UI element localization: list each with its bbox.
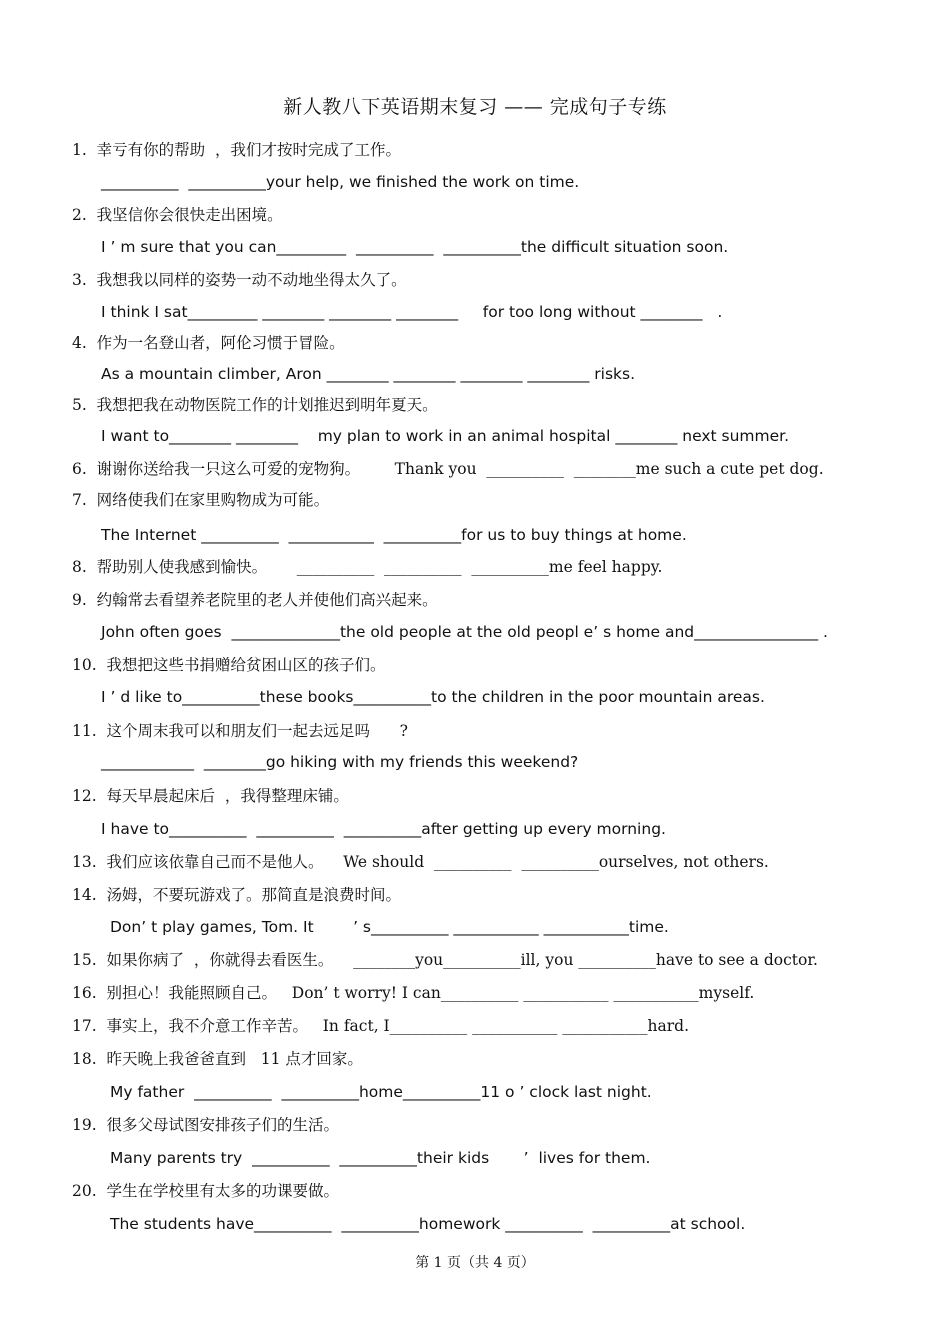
answer-line: I think I sat_________ ________ ________ ________ for too long without ________ . [101,303,723,321]
question-prompt: 4. 作为一名登山者，阿伦习惯于冒险。 [72,334,345,352]
question-prompt: 16. 别担心！我能照顾自己。 Don’ t worry! I can__________ ___________ ___________myself. [72,984,755,1002]
answer-line: I want to________ ________ my plan to work in an animal hospital ________ next summer. [101,427,790,445]
question-prompt: 1. 幸亏有你的帮助 ，我们才按时完成了工作。 [72,141,401,159]
question-prompt: 7. 网络使我们在家里购物成为可能。 [72,491,330,509]
answer-line: My father __________ __________home__________11 o ’ clock last night. [110,1083,652,1101]
answer-line: ____________ ________go hiking with my friends this weekend? [101,753,579,771]
answer-line: John often goes ______________the old people at the old peopl e’ s home and________________ . [101,623,828,641]
question-prompt: 17. 事实上，我不介意工作辛苦。 In fact, I__________ ___________ ___________hard. [72,1017,690,1035]
question-prompt: 19. 很多父母试图安排孩子们的生活。 [72,1116,340,1134]
answer-line: The Internet __________ ___________ __________for us to buy things at home. [101,526,687,544]
answer-line: I have to__________ __________ __________after getting up every morning. [101,820,666,838]
question-prompt: 13. 我们应该依靠自己而不是他人。 We should __________ __________ourselves, not others. [72,853,769,871]
question-prompt: 12. 每天早晨起床后 ，我得整理床铺。 [72,787,349,805]
question-prompt: 5. 我想把我在动物医院工作的计划推迟到明年夏天。 [72,396,438,414]
page-footer: 第 1 页（共 4 页） [415,1255,535,1271]
answer-line: The students have__________ __________homework __________ __________at school. [110,1215,746,1233]
question-prompt: 18. 昨天晚上我爸爸直到 11 点才回家。 [72,1050,363,1068]
question-prompt: 6. 谢谢你送给我一只这么可爱的宠物狗。 Thank you __________ ________me such a cute pet dog. [72,460,824,478]
question-prompt: 9. 约翰常去看望养老院里的老人并使他们高兴起来。 [72,591,438,609]
question-prompt: 2. 我坚信你会很快走出困境。 [72,206,283,224]
answer-line: As a mountain climber, Aron ________ ________ ________ ________ risks. [101,365,636,383]
answer-line: I ’ m sure that you can_________ __________ __________the difficult situation soon. [101,238,729,256]
question-prompt: 20. 学生在学校里有太多的功课要做。 [72,1182,340,1200]
page-title: 新人教八下英语期末复习 —— 完成句子专练 [283,96,667,118]
question-prompt: 15. 如果你病了 ，你就得去看医生。 ________you__________ill, you __________have to see a doctor. [72,951,818,969]
question-prompt: 10. 我想把这些书捐赠给贫困山区的孩子们。 [72,656,386,674]
answer-line: I ’ d like to__________these books__________to the children in the poor mountain areas. [101,688,765,706]
question-prompt: 14. 汤姆，不要玩游戏了。那简直是浪费时间。 [72,886,402,904]
question-prompt: 11. 这个周末我可以和朋友们一起去远足吗 ? [72,722,408,740]
answer-line: Don’ t play games, Tom. It ’ s__________ ___________ ___________time. [110,918,669,936]
question-prompt: 8. 帮助别人使我感到愉快。 __________ __________ __________me feel happy. [72,558,663,576]
question-prompt: 3. 我想我以同样的姿势一动不动地坐得太久了。 [72,271,407,289]
answer-line: Many parents try __________ __________their kids ’ lives for them. [110,1149,651,1167]
answer-line: __________ __________your help, we finished the work on time. [101,173,580,191]
